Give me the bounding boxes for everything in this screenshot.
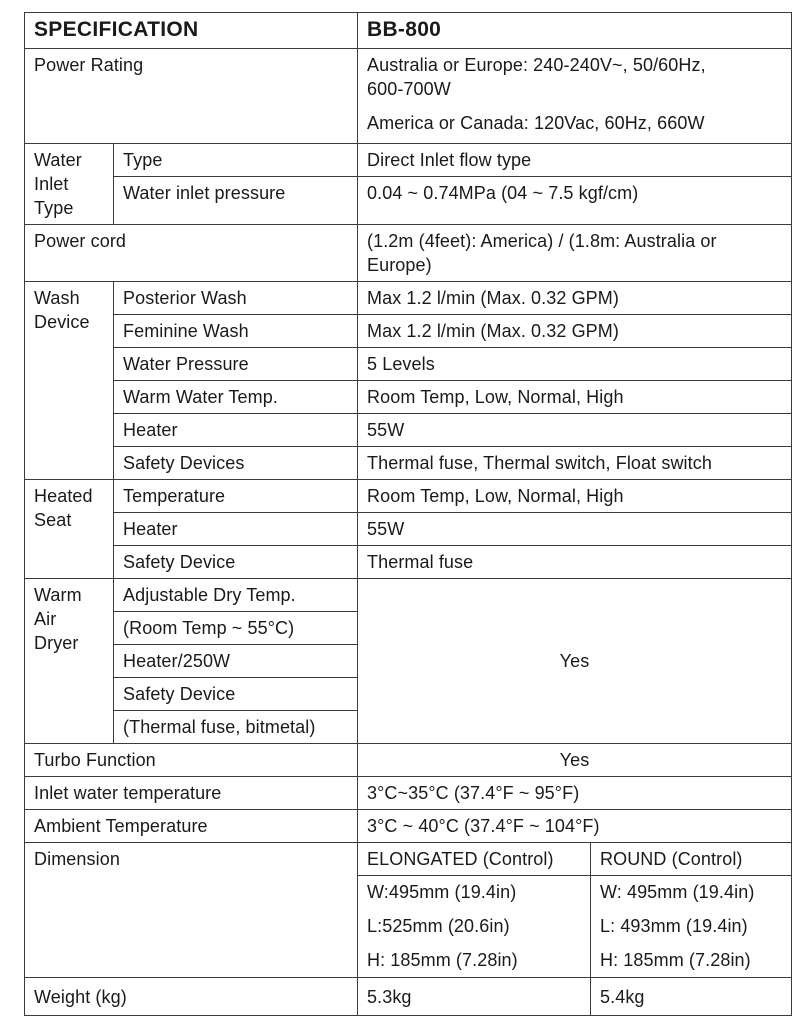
wash-device-item-value: Room Temp, Low, Normal, High (358, 381, 792, 414)
heated-seat-row (25, 513, 792, 546)
heated-seat-row (25, 480, 792, 513)
power-rating-value (358, 49, 792, 144)
wash-device-item-name: Water Pressure (114, 348, 358, 381)
warm-air-dryer-item: Safety Device (114, 678, 358, 711)
inlet-water-temperature-label: Inlet water temperature (25, 777, 358, 810)
warm-air-dryer-item: (Thermal fuse, bitmetal) (114, 711, 358, 744)
water-inlet-pressure-name: Water inlet pressure (114, 177, 358, 225)
water-inlet-type-name: Type (114, 144, 358, 177)
power-cord-label: Power cord (25, 225, 358, 282)
wash-device-row (25, 447, 792, 480)
heated-seat-item-value: 55W (358, 513, 792, 546)
power-rating-label: Power Rating (25, 49, 358, 144)
turbo-function-label: Turbo Function (25, 744, 358, 777)
power-cord-line-1: (1.2m (4feet): America) / (1.8m: Australia or (367, 231, 717, 251)
power-cord-value (358, 225, 792, 282)
wash-device-row (25, 348, 792, 381)
water-inlet-label-line-1: Water (34, 150, 82, 170)
heated-seat-item-value: Room Temp, Low, Normal, High (358, 480, 792, 513)
water-inlet-pressure-value: 0.04 ~ 0.74MPa (04 ~ 7.5 kgf/cm) (358, 177, 792, 225)
dimension-elongated-header: ELONGATED (Control) (358, 843, 591, 876)
turbo-function-row (25, 744, 792, 777)
weight-elongated-value: 5.3kg (358, 978, 591, 1016)
wash-device-item-name: Feminine Wash (114, 315, 358, 348)
wash-device-row (25, 414, 792, 447)
heated-seat-item-name: Temperature (114, 480, 358, 513)
weight-round-value: 5.4kg (591, 978, 792, 1016)
dimension-round-length: L: 493mm (19.4in) (591, 910, 792, 944)
weight-label: Weight (kg) (25, 978, 358, 1016)
header-specification: SPECIFICATION (25, 13, 358, 49)
power-rating-line-1: Australia or Europe: 240-240V~, 50/60Hz, (367, 55, 706, 75)
wash-device-item-name: Heater (114, 414, 358, 447)
warm-air-dryer-item: (Room Temp ~ 55°C) (114, 612, 358, 645)
power-cord-row (25, 225, 792, 282)
dimension-row (25, 843, 792, 876)
power-cord-line-2: Europe) (367, 255, 432, 275)
water-inlet-type-value: Direct Inlet flow type (358, 144, 792, 177)
dimension-label: Dimension (25, 843, 358, 978)
heated-seat-item-name: Heater (114, 513, 358, 546)
power-rating-line-3: America or Canada: 120Vac, 60Hz, 660W (367, 113, 705, 133)
wash-device-item-name: Safety Devices (114, 447, 358, 480)
warm-air-dryer-label-line-1: Warm (34, 585, 82, 605)
wash-device-item-value: Max 1.2 l/min (Max. 0.32 GPM) (358, 315, 792, 348)
dimension-elongated-length: L:525mm (20.6in) (358, 910, 591, 944)
ambient-temperature-value: 3°C ~ 40°C (37.4°F ~ 104°F) (358, 810, 792, 843)
wash-device-label (25, 282, 114, 480)
heated-seat-label-line-2: Seat (34, 510, 72, 530)
wash-device-item-value: Max 1.2 l/min (Max. 0.32 GPM) (358, 282, 792, 315)
warm-air-dryer-value: Yes (358, 579, 792, 744)
wash-device-item-name: Warm Water Temp. (114, 381, 358, 414)
wash-device-row (25, 315, 792, 348)
dimension-round-height: H: 185mm (7.28in) (591, 944, 792, 978)
dimension-round-width: W: 495mm (19.4in) (591, 876, 792, 910)
warm-air-dryer-row (25, 579, 792, 612)
dimension-round-header: ROUND (Control) (591, 843, 792, 876)
water-inlet-row (25, 177, 792, 225)
wash-device-label-line-2: Device (34, 312, 90, 332)
wash-device-label-line-1: Wash (34, 288, 80, 308)
power-rating-line-2: 600-700W (367, 79, 451, 99)
inlet-water-temperature-value: 3°C~35°C (37.4°F ~ 95°F) (358, 777, 792, 810)
water-inlet-label (25, 144, 114, 225)
ambient-temperature-row (25, 810, 792, 843)
dimension-elongated-width: W:495mm (19.4in) (358, 876, 591, 910)
dimension-elongated-height: H: 185mm (7.28in) (358, 944, 591, 978)
warm-air-dryer-label (25, 579, 114, 744)
wash-device-row (25, 282, 792, 315)
water-inlet-label-line-3: Type (34, 198, 74, 218)
heated-seat-item-value: Thermal fuse (358, 546, 792, 579)
wash-device-row (25, 381, 792, 414)
wash-device-item-name: Posterior Wash (114, 282, 358, 315)
warm-air-dryer-item: Adjustable Dry Temp. (114, 579, 358, 612)
water-inlet-row (25, 144, 792, 177)
turbo-function-value: Yes (358, 744, 792, 777)
weight-row (25, 978, 792, 1016)
heated-seat-label (25, 480, 114, 579)
header-row (25, 13, 792, 49)
wash-device-item-value: 55W (358, 414, 792, 447)
warm-air-dryer-label-line-2: Air (34, 609, 57, 629)
wash-device-item-value: 5 Levels (358, 348, 792, 381)
heated-seat-label-line-1: Heated (34, 486, 93, 506)
heated-seat-item-name: Safety Device (114, 546, 358, 579)
power-rating-row (25, 49, 792, 144)
inlet-water-temperature-row (25, 777, 792, 810)
header-model: BB-800 (358, 13, 792, 49)
warm-air-dryer-item: Heater/250W (114, 645, 358, 678)
specification-table (24, 12, 792, 1016)
wash-device-item-value: Thermal fuse, Thermal switch, Float switch (358, 447, 792, 480)
water-inlet-label-line-2: Inlet (34, 174, 69, 194)
ambient-temperature-label: Ambient Temperature (25, 810, 358, 843)
warm-air-dryer-label-line-3: Dryer (34, 633, 79, 653)
heated-seat-row (25, 546, 792, 579)
